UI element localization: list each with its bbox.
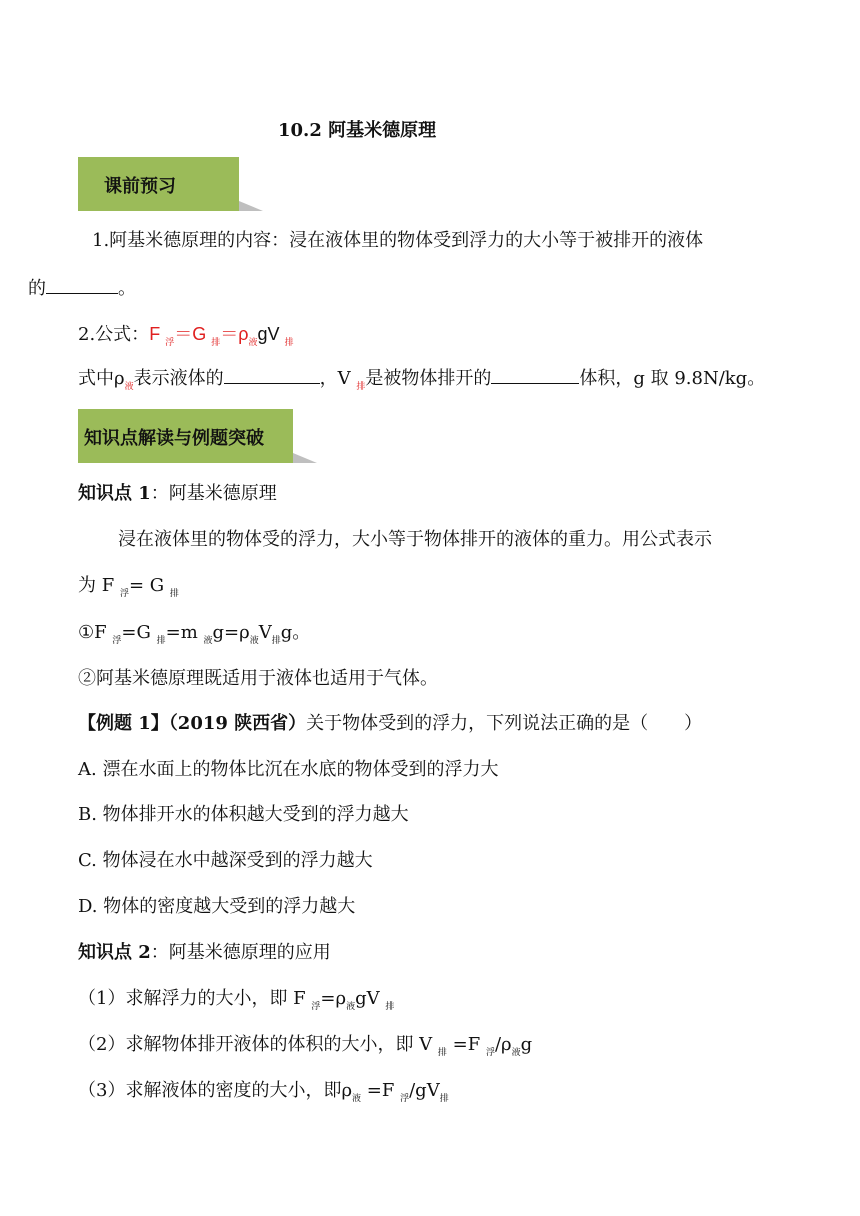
text: F xyxy=(149,324,161,344)
text: ＝G xyxy=(174,324,207,344)
text: /ρ xyxy=(494,1034,512,1055)
knowledge-point-1-heading xyxy=(78,482,277,506)
subscript: 排 xyxy=(356,382,366,392)
text: ：阿基米德原理的应用 xyxy=(150,942,331,963)
subscript: 浮 xyxy=(119,589,129,599)
answer-blank xyxy=(46,277,118,294)
subscript: 浮 xyxy=(112,636,122,646)
example-1-option-d: D. 物体的密度越大受到的浮力越大 xyxy=(78,896,356,917)
text: （2）求解物体排开液体的体积的大小，即 V xyxy=(78,1034,433,1055)
knowledge-point-2-application-1 xyxy=(78,987,394,1014)
subscript: 液 xyxy=(511,1048,521,1058)
subscript: 浮 xyxy=(400,1094,410,1104)
subscript: 排 xyxy=(385,1002,395,1012)
text: =F xyxy=(361,1080,395,1101)
text: 体积，g 取 9.8N/kg。 xyxy=(579,368,766,389)
subscript: 液 xyxy=(203,636,213,646)
text: ：阿基米德原理 xyxy=(150,483,277,504)
example-1-question xyxy=(78,712,702,736)
knowledge-point-2-application-2 xyxy=(78,1033,532,1060)
text: =G xyxy=(121,622,151,643)
text: ＝ρ xyxy=(220,324,249,344)
subscript: 液 xyxy=(248,337,258,347)
text: （2019 陕西省） xyxy=(168,713,307,734)
preview-item-1-line-2 xyxy=(28,277,136,301)
text: gV xyxy=(355,988,380,1009)
subscript: 浮 xyxy=(485,1048,495,1058)
text: =ρ xyxy=(320,988,347,1009)
answer-blank xyxy=(491,367,579,384)
subscript: 液 xyxy=(249,636,259,646)
text: 是被物体排开的 xyxy=(365,368,492,389)
subscript: 排 xyxy=(169,589,179,599)
subscript: 排 xyxy=(271,636,281,646)
answer-blank xyxy=(224,367,320,384)
text: 。 xyxy=(118,278,136,299)
banner-shadow xyxy=(239,201,263,211)
text: =m xyxy=(165,622,198,643)
knowledge-point-1-formula-1 xyxy=(78,621,310,648)
text: （1）求解浮力的大小，即 F xyxy=(78,988,306,1009)
text: 知识点 1 xyxy=(78,483,151,504)
subscript: 排 xyxy=(211,337,221,347)
text: 表示液体的 xyxy=(133,368,224,389)
text: /gV xyxy=(409,1080,440,1101)
subscript: 浮 xyxy=(311,1002,321,1012)
knowledge-point-2-heading xyxy=(78,941,331,965)
subscript: 液 xyxy=(352,1094,362,1104)
knowledge-point-1-para-line-2 xyxy=(78,574,179,601)
preview-formula-note xyxy=(78,367,765,394)
text: = G xyxy=(128,575,165,596)
preview-item-2-formula xyxy=(78,322,294,349)
example-1-option-a: A. 漂在水面上的物体比沉在水底的物体受到的浮力大 xyxy=(78,759,499,780)
text: 关于物体受到的浮力，下列说法正确的是（ ） xyxy=(306,713,703,734)
subscript: 排 xyxy=(284,337,294,347)
text: 【例题 1】 xyxy=(78,713,169,734)
text: 式中ρ xyxy=(78,368,125,389)
knowledge-point-1-para-line-1: 浸在液体里的物体受的浮力，大小等于物体排开的液体的重力。用公式表示 xyxy=(118,529,712,550)
formula xyxy=(149,324,294,347)
subscript: 浮 xyxy=(165,337,175,347)
section-banner-preview xyxy=(78,157,239,211)
text: g。 xyxy=(280,622,311,643)
subscript: 排 xyxy=(439,1094,449,1104)
text: ①F xyxy=(78,622,107,643)
text: gV xyxy=(257,324,280,344)
knowledge-point-2-application-3 xyxy=(78,1079,449,1106)
text: 2.公式： xyxy=(78,324,150,345)
subscript: 排 xyxy=(437,1048,447,1058)
text: 知识点 2 xyxy=(78,942,151,963)
text: 的 xyxy=(28,278,46,299)
knowledge-point-1-formula-2: ②阿基米德原理既适用于液体也适用于气体。 xyxy=(78,668,438,689)
text: g xyxy=(520,1034,533,1055)
section-banner-knowledge-label: 知识点解读与例题突破 xyxy=(84,428,264,449)
text: g=ρ xyxy=(212,622,250,643)
banner-shadow xyxy=(293,453,317,463)
preview-item-1-line-1: 1.阿基米德原理的内容：浸在液体里的物体受到浮力的大小等于被排开的液体 xyxy=(92,230,704,251)
text: =F xyxy=(446,1034,481,1055)
text: 为 F xyxy=(78,575,115,596)
text: V xyxy=(258,622,272,643)
subscript: 排 xyxy=(156,636,166,646)
text: （3）求解液体的密度的大小，即ρ xyxy=(78,1080,353,1101)
example-1-option-b: B. 物体排开水的体积越大受到的浮力越大 xyxy=(78,804,409,825)
subscript: 液 xyxy=(124,382,134,392)
example-1-option-c: C. 物体浸在水中越深受到的浮力越大 xyxy=(78,850,373,871)
section-banner-preview-label: 课前预习 xyxy=(104,176,176,197)
text: ，V xyxy=(319,368,351,389)
subscript: 液 xyxy=(346,1002,356,1012)
section-banner-knowledge xyxy=(78,409,293,463)
page-title: 10.2 阿基米德原理 xyxy=(278,120,437,141)
